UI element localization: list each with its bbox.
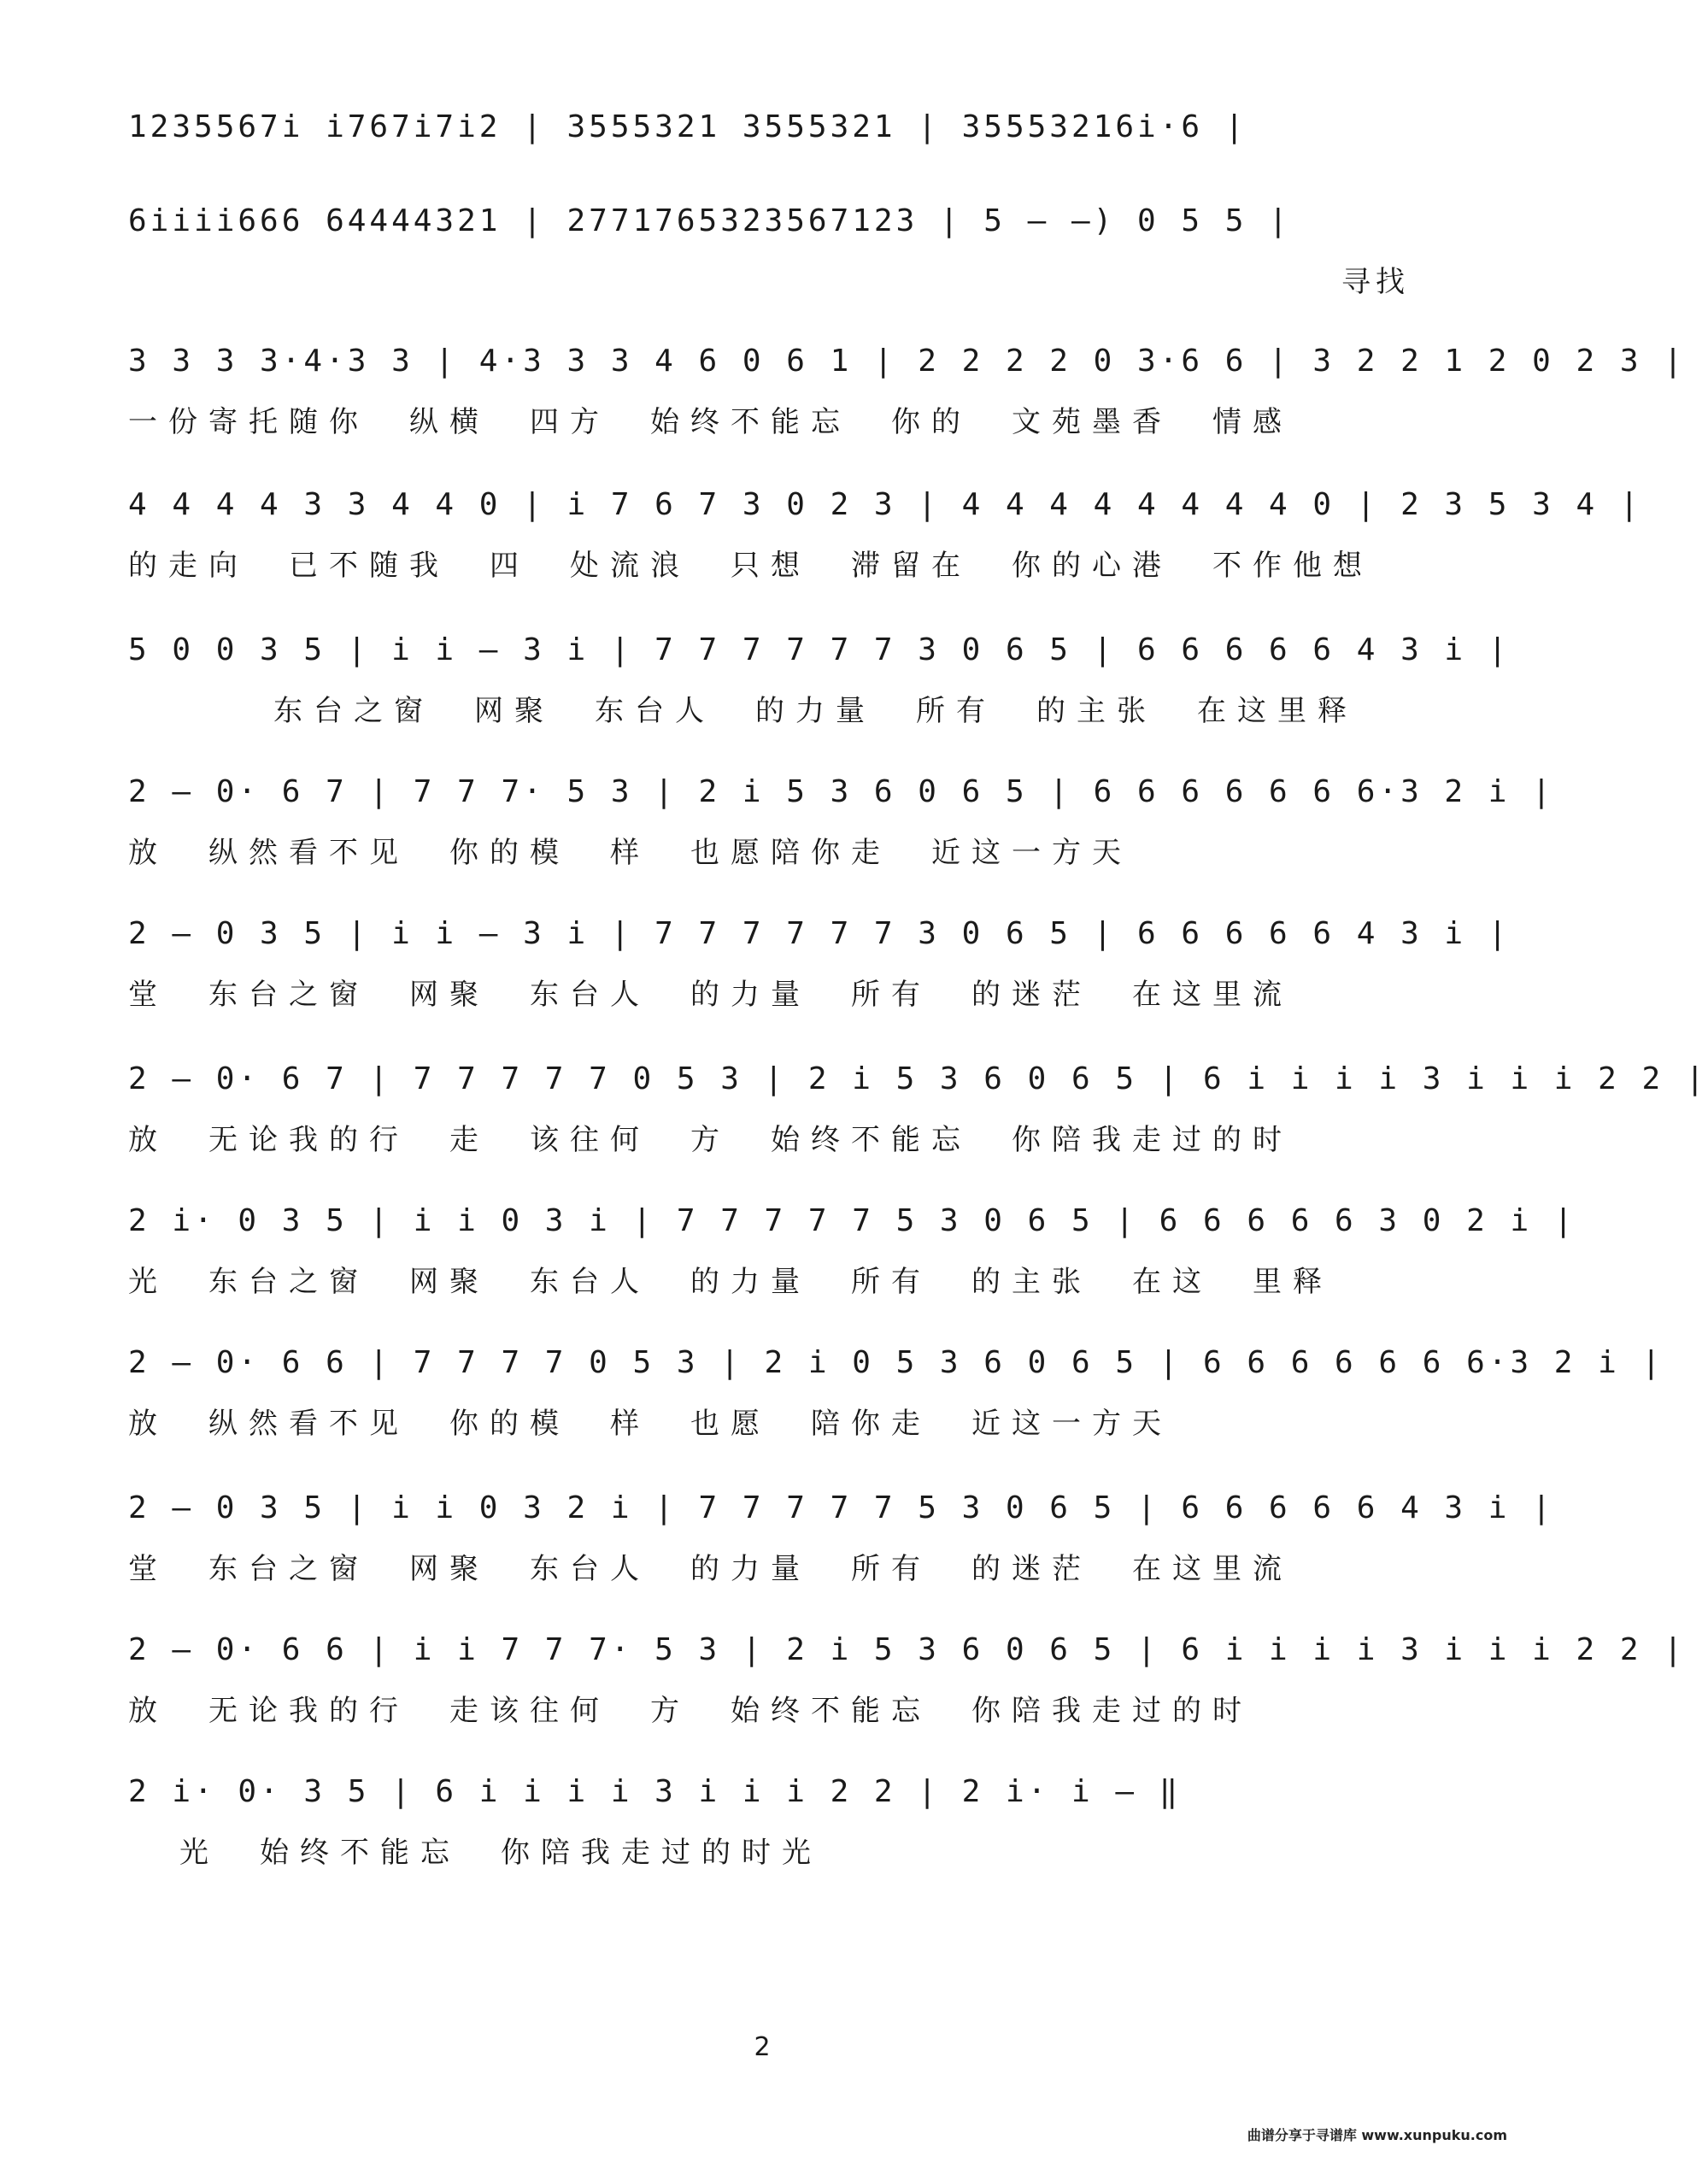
lyrics: 放 无论我的行 走该往何 方 始终不能忘 你陪我走过的时	[128, 1694, 1253, 1728]
lyrics: 放 无论我的行 走 该往何 方 始终不能忘 你陪我走过的时	[128, 1123, 1293, 1157]
notes: 2 – 0· 6 6 | 7 7 7 7 0 5 3 | 2 i 0 5 3 6 0 6 5 | 6 6 6 6 6 6 6·3 2 i |	[128, 1345, 1664, 1380]
notes: 2 – 0 3 5 | i i 0 3 2 i | 7 7 7 7 7 5 3 0 6 5 | 6 6 6 6 6 4 3 i |	[128, 1490, 1554, 1525]
notes: 2 – 0· 6 7 | 7 7 7 7 7 0 5 3 | 2 i 5 3 6 0 6 5 | 6 i i i i 3 i i i 2 2 |	[128, 1061, 1708, 1096]
notes: 1235567i i767i7i2 | 3555321 3555321 | 35553216i·6 |	[128, 109, 1247, 144]
lyrics: 寻找	[1341, 265, 1410, 299]
page-number: 2	[754, 2032, 771, 2062]
notes: 2 i· 0 3 5 | i i 0 3 i | 7 7 7 7 7 5 3 0 6 5 | 6 6 6 6 6 3 0 2 i |	[128, 1203, 1576, 1238]
notes: 4 4 4 4 3 3 4 4 0 | i 7 6 7 3 0 2 3 | 4 4 4 4 4 4 4 4 0 | 2 3 5 3 4 |	[128, 487, 1642, 522]
lyrics: 放 纵然看不见 你的模 样 也愿陪你走 近这一方天	[128, 836, 1132, 870]
lyrics: 堂 东台之窗 网聚 东台人 的力量 所有 的迷茫 在这里流	[128, 1552, 1293, 1586]
lyrics: 一份寄托随你 纵横 四方 始终不能忘 你的 文苑墨香 情感	[128, 405, 1293, 439]
lyrics: 光 始终不能忘 你陪我走过的时光	[179, 1836, 822, 1870]
lyrics: 堂 东台之窗 网聚 东台人 的力量 所有 的迷茫 在这里流	[128, 978, 1293, 1012]
notes: 5 0 0 3 5 | i i – 3 i | 7 7 7 7 7 7 3 0 6 5 | 6 6 6 6 6 4 3 i |	[128, 632, 1511, 667]
notes: 3 3 3 3·4·3 3 | 4·3 3 3 4 6 0 6 1 | 2 2 2 2 0 3·6 6 | 3 2 2 1 2 0 2 3 |	[128, 344, 1686, 379]
notes: 2 i· 0· 3 5 | 6 i i i i 3 i i i 2 2 | 2 i· i – ‖	[128, 1774, 1182, 1809]
notes: 2 – 0 3 5 | i i – 3 i | 7 7 7 7 7 7 3 0 6 5 | 6 6 6 6 6 4 3 i |	[128, 916, 1511, 951]
watermark: 曲谱分享于寻谱库 www.xunpuku.com	[1247, 2127, 1507, 2143]
lyrics: 放 纵然看不见 你的模 样 也愿 陪你走 近这一方天	[128, 1407, 1172, 1441]
notes: 2 – 0· 6 7 | 7 7 7· 5 3 | 2 i 5 3 6 0 6 5 | 6 6 6 6 6 6 6·3 2 i |	[128, 774, 1554, 809]
lyrics: 光 东台之窗 网聚 东台人 的力量 所有 的主张 在这 里释	[128, 1265, 1333, 1299]
lyrics: 东台之窗 网聚 东台人 的力量 所有 的主张 在这里释	[273, 694, 1358, 728]
notes: 6iiii666 64444321 | 2771765323567123 | 5 – –) 0 5 5 |	[128, 203, 1291, 238]
notes: 2 – 0· 6 6 | i i 7 7 7· 5 3 | 2 i 5 3 6 0 6 5 | 6 i i i i 3 i i i 2 2 |	[128, 1632, 1686, 1667]
lyrics: 的走向 已不随我 四 处流浪 只想 滞留在 你的心港 不作他想	[128, 549, 1373, 583]
